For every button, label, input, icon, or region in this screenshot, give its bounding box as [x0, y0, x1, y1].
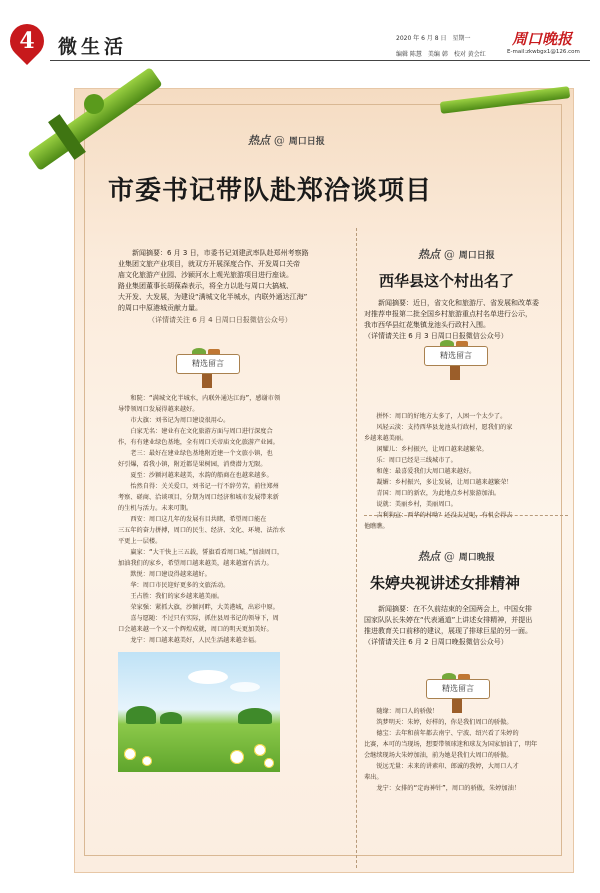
comment-line: 龙宁：周口越来越美好，人民生活越来越幸福。 — [118, 637, 261, 644]
flower-shape — [124, 748, 136, 760]
detail-note: （详情请关注 6 月 3 日周口日报微信公众号） — [364, 332, 508, 341]
comment-line: 怡然自得：关关爱口，刘书记一行不辞劳苦，前往郑州 — [118, 483, 279, 490]
comment-line: 乡越来越美丽。 — [364, 435, 408, 442]
article-2-comments-list — [364, 411, 513, 532]
comment-line: 和院：“满城文化半城水，内联外通达江海”，感谢市领 — [118, 395, 281, 402]
body-line: 新闻摘要：在不久前结束的全国两会上，中国女排 — [364, 605, 532, 613]
comment-line: 筑梦明天：朱婷，好样的，你是我们周口的骄傲。 — [364, 719, 513, 726]
comment-line: 西安：周口这几年的发展有目共睹，希望周口能在 — [118, 516, 267, 523]
comment-line: 老三：最好在建业绿色基地附近建一个文旅小镇，也 — [118, 450, 273, 457]
body-line: 国家队队长朱婷在“代表通道”上讲述女排精神，并提出 — [364, 616, 533, 625]
comment-line: 作，有有建业绿色基地，全有周口关帝庙文化旅游产业园。 — [118, 439, 279, 446]
comment-line: 说就：美丽乡村，美丽周口。 — [364, 501, 457, 508]
tag-source: 周口日报 — [458, 251, 495, 261]
main-comments-list — [118, 393, 285, 646]
tree-shape — [160, 712, 182, 724]
comment-line: 三五年的奋力拼搏，周口的民生、经济、文化、环境、法治水 — [118, 527, 286, 534]
header-rule — [50, 60, 590, 61]
comment-line: 平更上一层楼。 — [118, 538, 162, 545]
cloud-shape — [188, 670, 228, 684]
body-line: 的周口中原港城贡献力量。 — [118, 304, 202, 313]
article-3-body — [364, 604, 532, 648]
main-article-tag — [248, 132, 325, 148]
comment-line: 华：周口市民迎好更多的文旅活动。 — [118, 582, 230, 589]
body-line: 新闻摘要：6 月 3 日，市委书记刘建武率队赴郑州考察路 — [118, 249, 309, 257]
tag-hot: 热点 — [418, 248, 440, 261]
tag-hot: 热点 — [418, 550, 440, 563]
body-line: 大开发、大发展，为建设“满城文化半城水，内联外通达江海” — [118, 293, 308, 302]
comment-line: 赢家：“大干快上三五载，誓旗看看周口城。”加油周口， — [118, 549, 284, 556]
comment-line: 和莲：最喜爱我们大周口越来越好。 — [364, 468, 476, 475]
body-line: 推进教育关口前移的建议，展现了排球巨星的另一面。 — [364, 627, 532, 636]
comment-line: 喜与愿随：不过只有实际，抓住县周书记的领导下，周 — [118, 615, 279, 622]
main-article-body — [118, 248, 309, 326]
comment-line: 比赛，本可的当现场，想要带领球迷和球友为国家加油了，明年 — [364, 741, 538, 748]
body-line: 业集团文旅产业项目，就双方开展深度合作、开发周口关帝 — [118, 260, 300, 269]
comment-line: 默悦：周口建设得越来越好。 — [118, 571, 211, 578]
comment-line: 拼怀：周口的好地方太多了，人困一个太少了。 — [364, 413, 507, 420]
body-line: 新闻摘要：近日，省文化和旅游厅、省发展和改革委 — [364, 299, 539, 307]
tag-at: @ — [443, 550, 455, 563]
comment-line: 的生机与活力。未来可期。 — [118, 505, 193, 512]
paper-logo: 周口晚报 — [512, 30, 573, 48]
comment-line: 考察、磋商、洽谈项目，分期为周口经济和城市发展带来新 — [118, 494, 279, 501]
article-3-headline: 朱婷央视讲述女排精神 — [370, 574, 521, 592]
article-3-tag — [418, 548, 495, 564]
landscape-illustration — [118, 652, 280, 772]
date-line: 2020 年 6 月 8 日 星期一 — [396, 35, 471, 42]
tree-shape — [238, 708, 272, 724]
sign-label: 精选留言 — [176, 354, 240, 374]
column-divider — [356, 228, 357, 868]
comment-line: 荣家强：紧抓大旗，沙颍河畔，大美港城，出彩中原。 — [118, 604, 279, 611]
page-number: 4 — [19, 28, 35, 54]
selected-comments-sign — [172, 348, 244, 384]
detail-note: （详情请关注 6 月 4 日周口日报微信公众号） — [148, 315, 292, 324]
comment-line: 风轻云淡：支持西华县龙池头行政村，愿我们的家 — [364, 424, 513, 431]
body-line: 庙文化旅游产业园、沙颍河水上观光旅游项目进行座谈。 — [118, 271, 293, 280]
comment-line: 加油我们的家乡，希望周口越来越美，越来越富有活力。 — [118, 560, 273, 567]
body-line: 对推荐申报第二批全国乡村旅游重点村名单进行公示， — [364, 310, 532, 319]
comment-line: 他瞧瞧。 — [364, 523, 389, 530]
comment-line: 口会越来越一个又一个辉煌成就，周口的明天更加美好。 — [118, 626, 273, 633]
tag-source: 周口晚报 — [458, 553, 495, 563]
comment-line: 辈出。 — [364, 774, 383, 781]
comment-line: 好引爆，看我小镇，附近都是果树园，消费潜力无限。 — [118, 461, 267, 468]
sign-label: 精选留言 — [426, 679, 490, 699]
comment-line: 凝媚：乡村振兴，多让发展，让周口越来越繁荣！ — [364, 479, 513, 486]
selected-comments-sign — [422, 673, 494, 709]
comment-line: 青国：周口的新农，为此地点乡村旅游加油。 — [364, 490, 501, 497]
sign-label: 精选留言 — [424, 346, 488, 366]
comment-line: 吉利狗宣：西华的村呦？还没去过呢，有机会得去 — [364, 512, 513, 519]
comment-line: 导带领周口发展得越来越好。 — [118, 406, 199, 413]
flower-shape — [254, 744, 266, 756]
detail-note: （详情请关注 6 月 2 日周口晚报微信公众号） — [364, 638, 508, 647]
flower-shape — [230, 750, 244, 764]
ribbon-knot — [84, 94, 104, 114]
comment-line: 随缘：周口人的骄傲！ — [364, 708, 439, 715]
tag-at: @ — [273, 134, 285, 147]
tree-shape — [126, 706, 156, 724]
comment-line: 闲耀儿：乡村振兴，让周口越来越繁荣。 — [364, 446, 488, 453]
comment-line: 乐：周口已经是三线城市了。 — [364, 457, 457, 464]
editors-line: 编辑 陈慧 美编 韩 校对 黄会红 — [396, 51, 486, 58]
body-line: 我市西华县红花集镇龙池头行政村入围。 — [364, 321, 490, 330]
comment-line: 王占胜：我们的家乡越来越美丽。 — [118, 593, 224, 600]
main-headline: 市委书记带队赴郑洽谈项目 — [108, 176, 433, 206]
article-2-body — [364, 298, 539, 342]
comment-line: 夏至：沙颍河越来越美，水韵的船商在也越来越多。 — [118, 472, 273, 479]
article-3-comments-list — [364, 706, 537, 794]
tag-hot: 热点 — [248, 134, 270, 147]
comment-line: 德宝：去年和前年都去南宁、宁波、绍兴看了朱婷的 — [364, 730, 519, 737]
selected-comments-sign — [420, 340, 492, 376]
tag-source: 周口日报 — [288, 137, 325, 147]
comment-line: 会继续现场大朱婷加油，前为她是我们大周口的骄傲。 — [364, 752, 513, 759]
comment-line: 白家无名：建业有在文化旅游方面与周口进行深度合 — [118, 428, 273, 435]
comment-line: 锐远无量：未来的讲素印、郎诚的我婷，大周口人才 — [364, 763, 519, 770]
comment-line: 市大旗：刘书记为周口建设很用心。 — [118, 417, 230, 424]
article-2-tag — [418, 246, 495, 262]
section-title: 微生活 — [58, 36, 128, 58]
article-2-headline: 西华县这个村出名了 — [379, 272, 515, 290]
body-line: 路业集团董事长胡葆森表示，将全力以赴与周口大搞城、 — [118, 282, 293, 291]
contact-email: E-mail:zkwbgx1@126.com — [507, 49, 580, 55]
flower-shape — [264, 758, 274, 768]
comment-line: 龙宁：女排的“定海神针”，周口的骄傲，朱婷加油！ — [364, 785, 520, 792]
flower-shape — [142, 756, 152, 766]
tag-at: @ — [443, 248, 455, 261]
cloud-shape — [230, 682, 260, 692]
